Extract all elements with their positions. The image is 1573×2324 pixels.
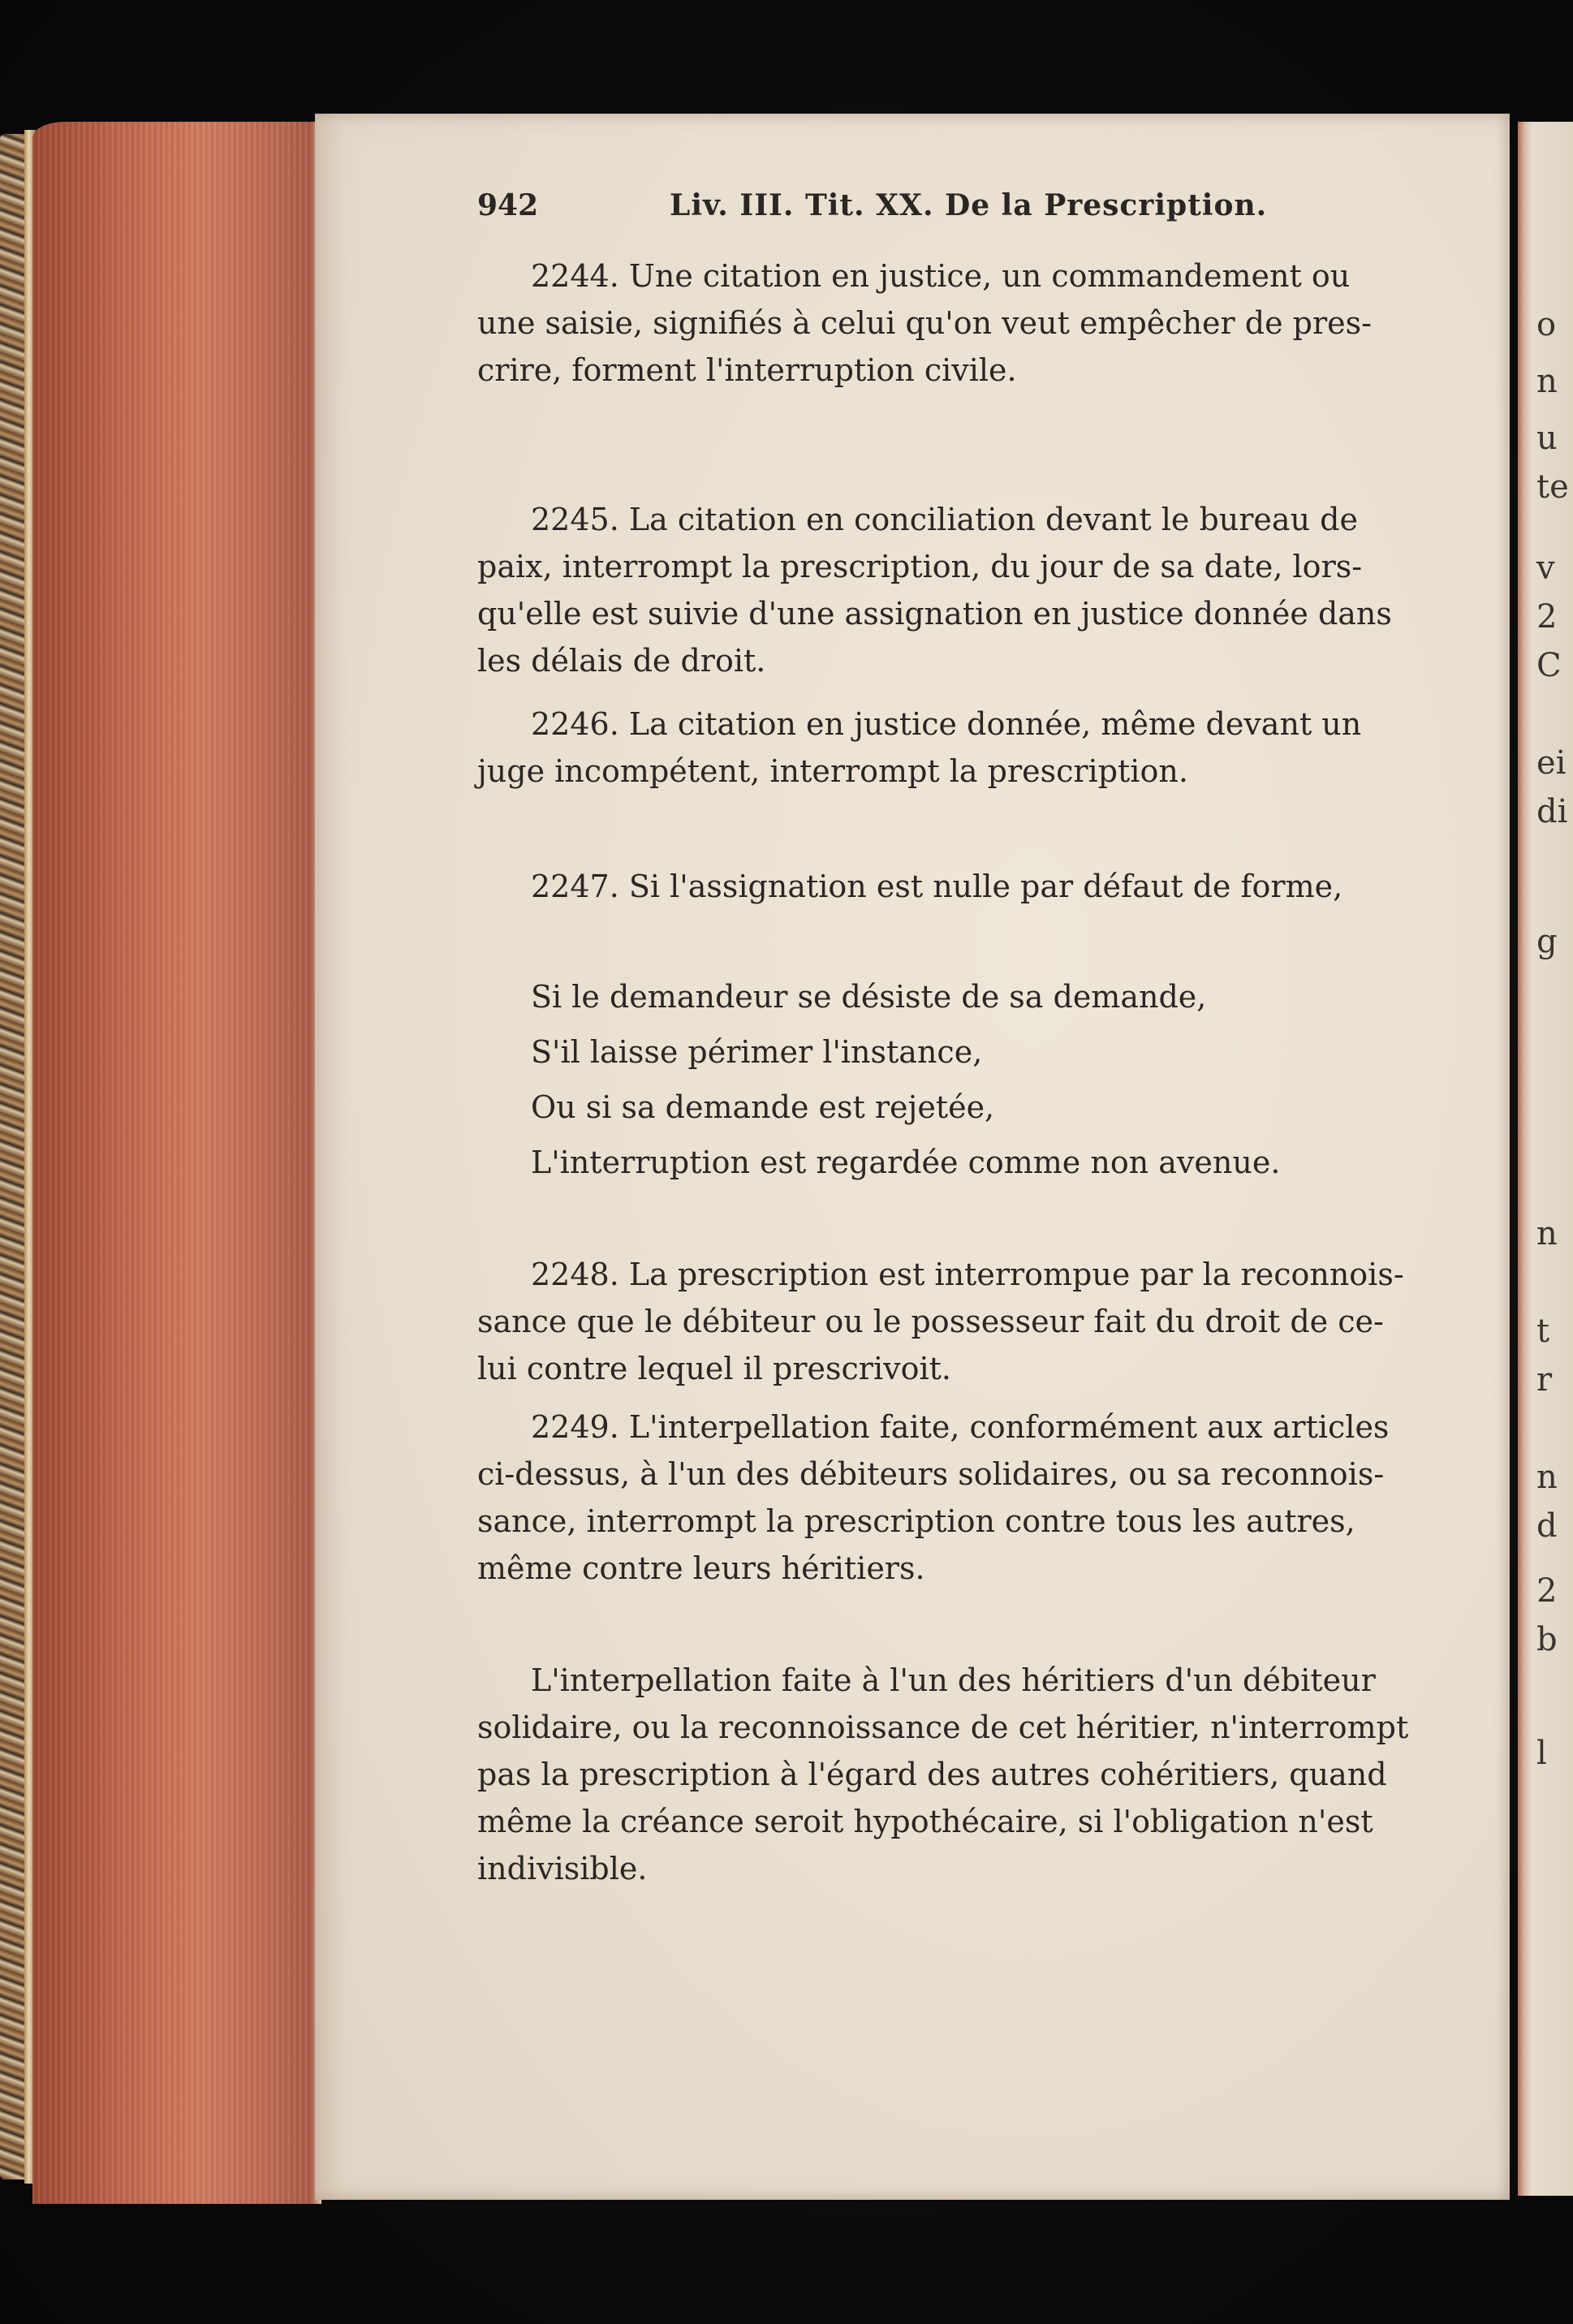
marbled-cover — [0, 134, 28, 2180]
text-line: sance, interrompt la prescription contre tous les autres, — [477, 1503, 1355, 1539]
facing-page-glyph: n — [1536, 1215, 1558, 1253]
facing-page-glyph: di — [1536, 793, 1568, 830]
text-line: solidaire, ou la reconnoissance de cet héritier, n'interrompt — [477, 1710, 1409, 1745]
text-line: 2245. La citation en conciliation devant le bureau de — [531, 502, 1358, 537]
facing-page-glyph: te — [1536, 468, 1569, 506]
facing-page-glyph: n — [1536, 1459, 1558, 1496]
facing-page-glyph: r — [1536, 1361, 1553, 1399]
facing-page-glyph: t — [1536, 1313, 1550, 1350]
text-line: L'interruption est regardée comme non avenue. — [531, 1145, 1281, 1180]
text-line: qu'elle est suivie d'une assignation en justice donnée dans — [477, 596, 1392, 632]
text-line: 2248. La prescription est interrompue par la reconnois- — [531, 1257, 1404, 1292]
text-line: sance que le débiteur ou le possesseur fait du droit de ce- — [477, 1304, 1384, 1339]
text-line: juge incompétent, interrompt la prescription. — [477, 753, 1188, 789]
facing-page-glyph: n — [1536, 363, 1558, 400]
text-line: S'il laisse périmer l'instance, — [531, 1034, 983, 1070]
running-title: Liv. III. Tit. XX. De la Prescription. — [670, 188, 1268, 222]
text-line: même la créance seroit hypothécaire, si l'obligation n'est — [477, 1804, 1373, 1839]
page-edges — [32, 122, 317, 2204]
facing-page-glyph: d — [1536, 1507, 1558, 1545]
text-line: crire, forment l'interruption civile. — [477, 352, 1017, 388]
facing-page-glyph: g — [1536, 923, 1558, 960]
facing-page-glyph: o — [1536, 306, 1557, 343]
facing-page-glyph: 2 — [1536, 598, 1558, 636]
text-line: ci-dessus, à l'un des débiteurs solidaires, ou sa reconnois- — [477, 1456, 1385, 1492]
facing-page-glyph: v — [1536, 550, 1555, 587]
facing-page-glyph: 2 — [1536, 1572, 1558, 1610]
text-line: Si le demandeur se désiste de sa demande, — [531, 979, 1207, 1015]
page-number: 942 — [477, 188, 539, 222]
facing-page-glyph: C — [1536, 647, 1562, 684]
facing-page-glyph: ei — [1536, 744, 1567, 782]
text-line: L'interpellation faite à l'un des héritiers d'un débiteur — [531, 1662, 1376, 1698]
text-line: Ou si sa demande est rejetée, — [531, 1089, 995, 1125]
text-line: lui contre lequel il prescrivoit. — [477, 1351, 951, 1386]
facing-page-glyph: l — [1536, 1735, 1547, 1772]
text-line: les délais de droit. — [477, 643, 766, 679]
facing-page-glyph: u — [1536, 420, 1558, 457]
facing-page-glyph: b — [1536, 1621, 1558, 1658]
text-line: 2247. Si l'assignation est nulle par défaut de forme, — [531, 869, 1343, 904]
text-line: 2249. L'interpellation faite, conformément aux articles — [531, 1409, 1390, 1445]
text-line: pas la prescription à l'égard des autres cohéritiers, quand — [477, 1757, 1387, 1792]
text-line: une saisie, signifiés à celui qu'on veut empêcher de pres- — [477, 305, 1372, 341]
text-line: paix, interrompt la prescription, du jour de sa date, lors- — [477, 549, 1363, 584]
text-line: indivisible. — [477, 1851, 648, 1886]
text-line: 2244. Une citation en justice, un commandement ou — [531, 258, 1351, 294]
text-line: 2246. La citation en justice donnée, même devant un — [531, 706, 1362, 742]
text-line: même contre leurs héritiers. — [477, 1550, 925, 1586]
